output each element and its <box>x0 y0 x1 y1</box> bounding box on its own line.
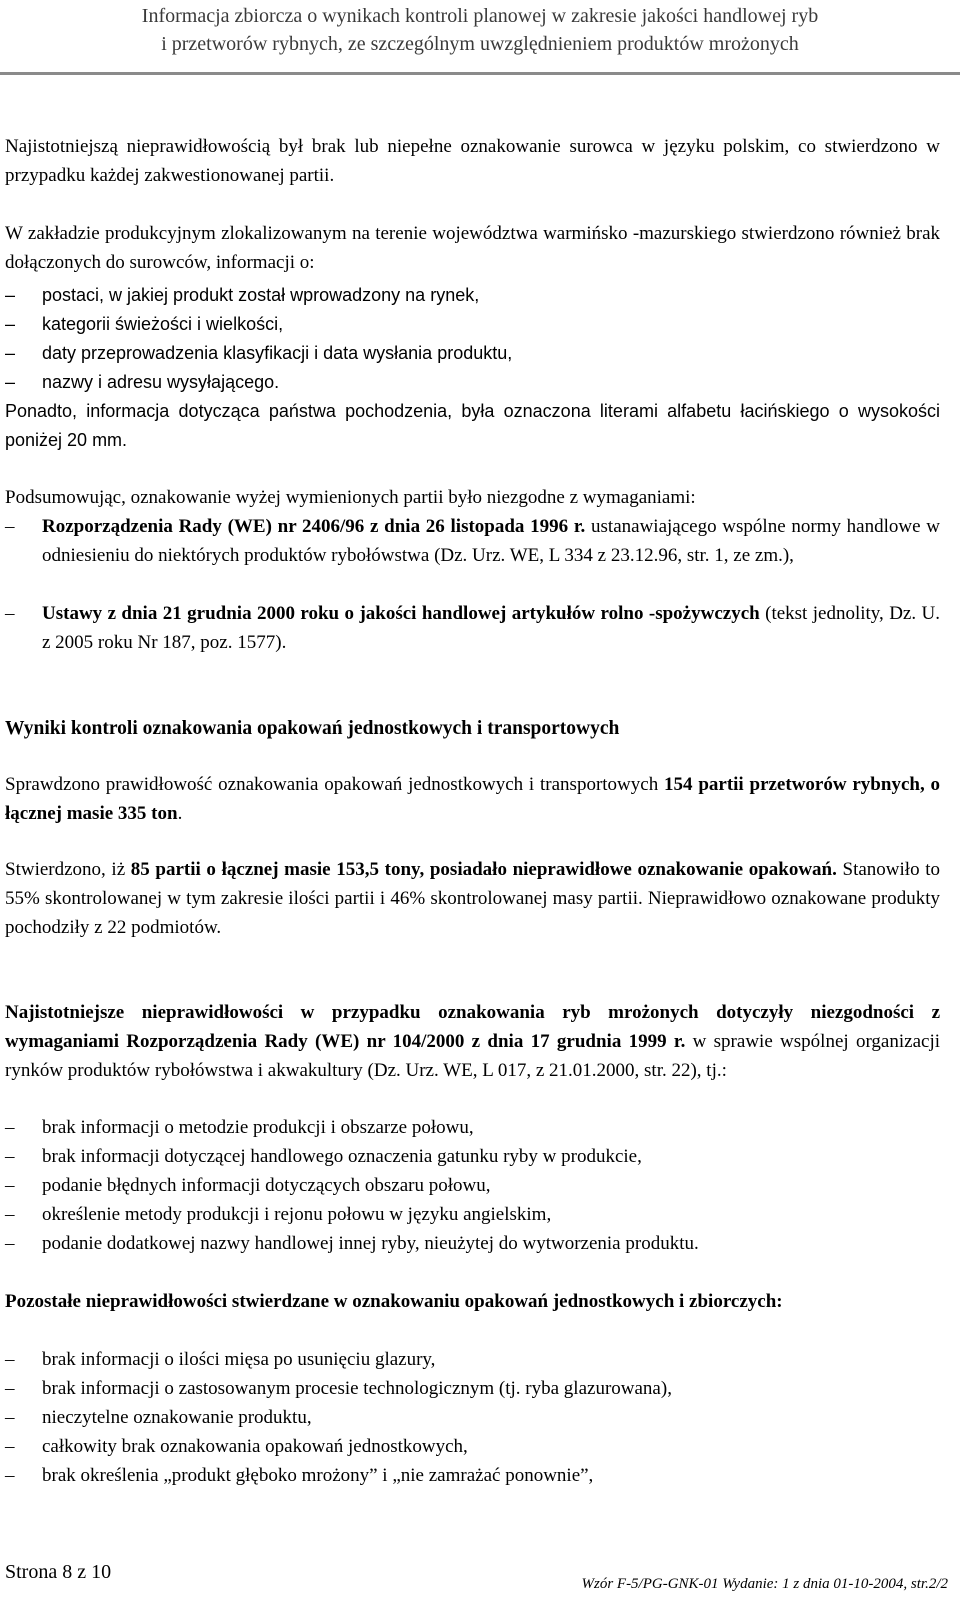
list-item-text: podanie błędnych informacji dotyczących obszaru połowu, <box>42 1175 491 1196</box>
list-item-text: brak określenia „produkt głęboko mrożony” i „nie zamrażać ponownie”, <box>42 1465 594 1486</box>
list-item-text <box>42 599 940 657</box>
dash-bullet: – <box>5 1378 15 1399</box>
header-line-1: Informacja zbiorcza o wynikach kontroli planowej w zakresie jakości handlowej ryb <box>141 5 819 27</box>
act-title: Ustawy z dnia 21 grudnia 2000 roku o jakości handlowej artykułów rolno -spożywczych <box>42 603 760 624</box>
paragraph-checked-batches <box>5 770 940 828</box>
list-item-text: brak informacji o ilości mięsa po usunięciu glazury, <box>42 1349 436 1370</box>
p5-text: Sprawdzono prawidłowość oznakowania opakowań jednostkowych i transportowych <box>5 774 665 795</box>
dash-bullet: – <box>5 1436 15 1457</box>
paragraph-main-irregularity: Najistotniejszą nieprawidłowością był brak lub niepełne oznakowanie surowca w języku polskim, co stwierdzono w przypadku każdej zakwestionowanej partii. <box>5 136 940 186</box>
paragraph-frozen-fish <box>5 998 940 1085</box>
running-header <box>0 0 960 78</box>
paragraph-country-origin: Ponadto, informacja dotycząca państwa pochodzenia, była oznaczona literami alfabetu łacińskiego o wysokości poniżej 20 mm. <box>5 401 940 450</box>
regulation-title: Rozporządzenia Rady (WE) nr 2406/96 z dnia 26 listopada 1996 r. <box>42 516 586 537</box>
dash-bullet: – <box>5 1117 15 1138</box>
dash-bullet: – <box>5 1349 15 1370</box>
dash-bullet: – <box>5 1407 15 1428</box>
regulation-details: ustanawiającego wspólne normy handlowe w odniesieniu do niektórych produktów rybołówstwa (Dz. Urz. WE, L 334 z 23.12.96, str. 1, ze zm.), <box>42 516 940 566</box>
list-item-text: brak informacji o metodzie produkcji i obszarze połowu, <box>42 1117 474 1138</box>
paragraph-warminsko <box>5 219 940 277</box>
list-item-text: postaci, w jakiej produkt został wprowadzony na rynek, <box>42 285 480 305</box>
p7-rest: w sprawie wspólnej organizacji rynków produktów rybołówstwa i akwakultury (Dz. Urz. WE, L 017, z 21.01.2000, str. 22), tj.: <box>5 1031 941 1081</box>
dash-bullet: – <box>5 1146 15 1167</box>
dash-bullet: – <box>5 343 16 363</box>
p5-end: . <box>177 803 183 824</box>
paragraph-warminsko-text: W zakładzie produkcyjnym zlokalizowanym na terenie województwa warmińsko -mazurskiego stwierdzono również brak dołączonych do surowców, informacji o: <box>5 223 940 273</box>
p5-bold: 154 partii przetworów rybnych, o łącznej masie 335 ton <box>5 774 940 824</box>
page-number: Strona 8 z 10 <box>5 1561 112 1583</box>
list-item-text: nieczytelne oznakowanie produktu, <box>42 1407 312 1428</box>
p6-rest: Stanowiło to 55% skontrolowanej w tym zakresie ilości partii i 46% skontrolowanej masy partii. Nieprawidłowo oznakowane produkty pochodziły z 22 podmiotów. <box>5 859 940 938</box>
list-item-text: nazwy i adresu wysyłającego. <box>42 372 280 392</box>
list-item-text: kategorii świeżości i wielkości, <box>42 314 284 334</box>
dash-bullet: – <box>5 372 16 392</box>
form-identifier: Wzór F-5/PG-GNK-01 Wydanie: 1 z dnia 01-10-2004, str.2/2 <box>581 1576 948 1592</box>
dash-bullet: – <box>5 1465 15 1486</box>
dash-bullet: – <box>5 1233 15 1254</box>
list-item-text: całkowity brak oznakowania opakowań jednostkowych, <box>42 1436 468 1457</box>
header-line-2: i przetworów rybnych, ze szczególnym uwzględnieniem produktów mrożonych <box>161 33 799 55</box>
dash-bullet: – <box>5 314 16 334</box>
header-divider <box>0 72 960 75</box>
list-item-text: daty przeprowadzenia klasyfikacji i data wysłania produktu, <box>42 343 513 363</box>
section-heading-packaging-results: Wyniki kontroli oznakowania opakowań jednostkowych i transportowych <box>5 718 620 739</box>
list-item-text: określenie metody produkcji i rejonu połowu w języku angielskim, <box>42 1204 552 1225</box>
p6-bold: 85 partii o łącznej masie 153,5 tony, posiadało nieprawidłowe oznakowanie opakowań. <box>130 859 837 880</box>
paragraph-summary: Podsumowując, oznakowanie wyżej wymienionych partii było niezgodne z wymaganiami: <box>5 487 696 508</box>
act-details: (tekst jednolity, Dz. U. z 2005 roku Nr 187, poz. 1577). <box>42 603 941 653</box>
p7-bold: Najistotniejsze nieprawidłowości w przypadku oznakowania ryb mrożonych dotyczyły niezgodności z wymaganiami Rozporządzenia Rady (WE) nr 104/2000 z dnia 17 grudnia 1999 r. <box>5 1002 940 1052</box>
list-item-text: brak informacji dotyczącej handlowego oznaczenia gatunku ryby w produkcie, <box>42 1146 642 1167</box>
dash-bullet: – <box>5 603 15 624</box>
paragraph-findings <box>5 855 940 942</box>
list-item-text: brak informacji o zastosowanym procesie technologicznym (tj. ryba glazurowana), <box>42 1378 672 1399</box>
list-item-text: podanie dodatkowej nazwy handlowej innej ryby, nieużytej do wytworzenia produktu. <box>42 1233 699 1254</box>
list-item-text <box>42 512 940 570</box>
dash-bullet: – <box>5 285 16 305</box>
section-heading-other-irregularities: Pozostałe nieprawidłowości stwierdzane w oznakowaniu opakowań jednostkowych i zbiorczych: <box>5 1291 783 1312</box>
p6-text: Stwierdzono, iż <box>5 859 131 880</box>
dash-bullet: – <box>5 1204 15 1225</box>
dash-bullet: – <box>5 1175 15 1196</box>
dash-bullet: – <box>5 516 15 537</box>
